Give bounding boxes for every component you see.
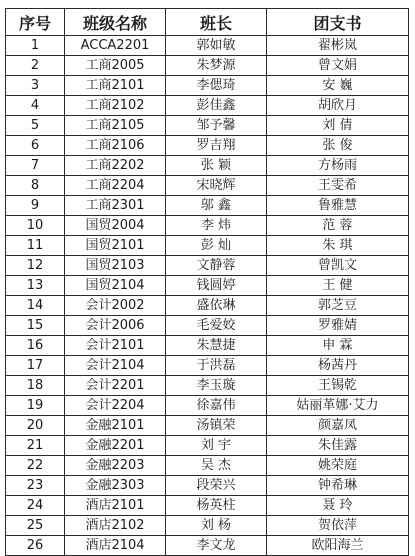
class-name-cell: ACCA2201 — [65, 36, 166, 56]
monitor-cell: 李 炜 — [166, 216, 267, 236]
index-cell: 13 — [6, 276, 65, 296]
league-secretary-cell: 朱 琪 — [267, 236, 409, 256]
monitor-cell: 吴 杰 — [166, 456, 267, 476]
class-name-cell: 酒店2102 — [65, 516, 166, 536]
index-cell: 9 — [6, 196, 65, 216]
league-secretary-cell: 胡欣月 — [267, 96, 409, 116]
class-name-cell: 工商2102 — [65, 96, 166, 116]
index-cell: 3 — [6, 76, 65, 96]
table-row — [6, 536, 409, 556]
league-secretary-cell: 安 巍 — [267, 76, 409, 96]
table-row — [6, 136, 409, 156]
index-cell: 21 — [6, 436, 65, 456]
index-cell: 23 — [6, 476, 65, 496]
table-row — [6, 76, 409, 96]
header-row — [6, 9, 409, 36]
class-name-cell: 会计2204 — [65, 396, 166, 416]
table-row — [6, 296, 409, 316]
index-cell: 16 — [6, 336, 65, 356]
monitor-cell: 文静蓉 — [166, 256, 267, 276]
league-secretary-cell: 翟彬岚 — [267, 36, 409, 56]
index-cell: 6 — [6, 136, 65, 156]
index-cell: 18 — [6, 376, 65, 396]
monitor-cell: 彭 灿 — [166, 236, 267, 256]
table-row — [6, 56, 409, 76]
index-cell: 24 — [6, 496, 65, 516]
table-row — [6, 516, 409, 536]
league-secretary-cell: 朱佳露 — [267, 436, 409, 456]
league-secretary-cell: 郭芝豆 — [267, 296, 409, 316]
league-secretary-cell: 颜嘉凤 — [267, 416, 409, 436]
class-name-cell: 会计2101 — [65, 336, 166, 356]
league-secretary-cell: 钟希琳 — [267, 476, 409, 496]
class-name-cell: 工商2106 — [65, 136, 166, 156]
monitor-cell: 邹予馨 — [166, 116, 267, 136]
class-name-cell: 工商2005 — [65, 56, 166, 76]
monitor-cell: 朱慧捷 — [166, 336, 267, 356]
monitor-cell: 刘 杨 — [166, 516, 267, 536]
class-name-cell: 金融2303 — [65, 476, 166, 496]
league-secretary-cell: 罗雅婧 — [267, 316, 409, 336]
index-cell: 20 — [6, 416, 65, 436]
index-cell: 1 — [6, 36, 65, 56]
monitor-cell: 彭佳鑫 — [166, 96, 267, 116]
index-cell: 25 — [6, 516, 65, 536]
index-cell: 14 — [6, 296, 65, 316]
monitor-cell: 钱圆婷 — [166, 276, 267, 296]
class-name-cell: 会计2104 — [65, 356, 166, 376]
league-secretary-cell: 张 俊 — [267, 136, 409, 156]
index-cell: 8 — [6, 176, 65, 196]
table-row — [6, 36, 409, 56]
index-cell: 4 — [6, 96, 65, 116]
table-row — [6, 396, 409, 416]
monitor-cell: 朱梦源 — [166, 56, 267, 76]
table-row — [6, 316, 409, 336]
league-secretary-cell: 曾文娟 — [267, 56, 409, 76]
table-row — [6, 196, 409, 216]
monitor-cell: 段荣兴 — [166, 476, 267, 496]
league-secretary-cell: 王雯希 — [267, 176, 409, 196]
league-secretary-cell: 方杨雨 — [267, 156, 409, 176]
monitor-cell: 毛爱姣 — [166, 316, 267, 336]
monitor-cell: 邬 鑫 — [166, 196, 267, 216]
header-class-name: 班级名称 — [65, 9, 166, 36]
class-name-cell: 国贸2103 — [65, 256, 166, 276]
league-secretary-cell: 曾凯文 — [267, 256, 409, 276]
header-league-secretary: 团支书 — [267, 9, 409, 36]
index-cell: 19 — [6, 396, 65, 416]
class-name-cell: 工商2202 — [65, 156, 166, 176]
class-name-cell: 国贸2104 — [65, 276, 166, 296]
class-name-cell: 工商2301 — [65, 196, 166, 216]
class-name-cell: 会计2006 — [65, 316, 166, 336]
table-row — [6, 216, 409, 236]
table-row — [6, 476, 409, 496]
table-row — [6, 496, 409, 516]
table-row — [6, 176, 409, 196]
index-cell: 17 — [6, 356, 65, 376]
index-cell: 15 — [6, 316, 65, 336]
monitor-cell: 盛依琳 — [166, 296, 267, 316]
index-cell: 5 — [6, 116, 65, 136]
class-name-cell: 工商2101 — [65, 76, 166, 96]
class-name-cell: 会计2002 — [65, 296, 166, 316]
table-row — [6, 276, 409, 296]
league-secretary-cell: 刘 倩 — [267, 116, 409, 136]
league-secretary-cell: 姚荣庭 — [267, 456, 409, 476]
monitor-cell: 刘 宇 — [166, 436, 267, 456]
table-row — [6, 116, 409, 136]
table-row — [6, 356, 409, 376]
league-secretary-cell: 杨茜丹 — [267, 356, 409, 376]
monitor-cell: 罗吉翔 — [166, 136, 267, 156]
index-cell: 2 — [6, 56, 65, 76]
class-name-cell: 金融2203 — [65, 456, 166, 476]
league-secretary-cell: 王锡乾 — [267, 376, 409, 396]
table-row — [6, 156, 409, 176]
monitor-cell: 于洪磊 — [166, 356, 267, 376]
class-name-cell: 金融2101 — [65, 416, 166, 436]
league-secretary-cell: 鲁雅慧 — [267, 196, 409, 216]
monitor-cell: 宋晓辉 — [166, 176, 267, 196]
table-row — [6, 376, 409, 396]
table-row — [6, 416, 409, 436]
index-cell: 11 — [6, 236, 65, 256]
table-row — [6, 236, 409, 256]
monitor-cell: 郭如敏 — [166, 36, 267, 56]
index-cell: 7 — [6, 156, 65, 176]
class-name-cell: 工商2204 — [65, 176, 166, 196]
league-secretary-cell: 贺依萍 — [267, 516, 409, 536]
table-row — [6, 436, 409, 456]
monitor-cell: 徐嘉伟 — [166, 396, 267, 416]
monitor-cell: 李文龙 — [166, 536, 267, 556]
monitor-cell: 李偲琦 — [166, 76, 267, 96]
table-row — [6, 456, 409, 476]
header-index: 序号 — [6, 9, 65, 36]
league-secretary-cell: 王 健 — [267, 276, 409, 296]
table-row — [6, 96, 409, 116]
league-secretary-cell: 聂 玲 — [267, 496, 409, 516]
class-name-cell: 酒店2104 — [65, 536, 166, 556]
class-name-cell: 工商2105 — [65, 116, 166, 136]
header-monitor: 班长 — [166, 9, 267, 36]
class-name-cell: 国贸2004 — [65, 216, 166, 236]
class-name-cell: 国贸2101 — [65, 236, 166, 256]
class-leaders-table — [5, 8, 409, 556]
monitor-cell: 张 颖 — [166, 156, 267, 176]
league-secretary-cell: 申 霖 — [267, 336, 409, 356]
index-cell: 22 — [6, 456, 65, 476]
league-secretary-cell: 欧阳海兰 — [267, 536, 409, 556]
index-cell: 12 — [6, 256, 65, 276]
monitor-cell: 李玉璇 — [166, 376, 267, 396]
class-name-cell: 会计2201 — [65, 376, 166, 396]
table-row — [6, 336, 409, 356]
league-secretary-cell: 姑丽革娜·艾力 — [267, 396, 409, 416]
index-cell: 10 — [6, 216, 65, 236]
index-cell: 26 — [6, 536, 65, 556]
class-name-cell: 酒店2101 — [65, 496, 166, 516]
monitor-cell: 汤镇荣 — [166, 416, 267, 436]
class-name-cell: 金融2201 — [65, 436, 166, 456]
monitor-cell: 杨英柱 — [166, 496, 267, 516]
table-row — [6, 256, 409, 276]
league-secretary-cell: 范 蓉 — [267, 216, 409, 236]
